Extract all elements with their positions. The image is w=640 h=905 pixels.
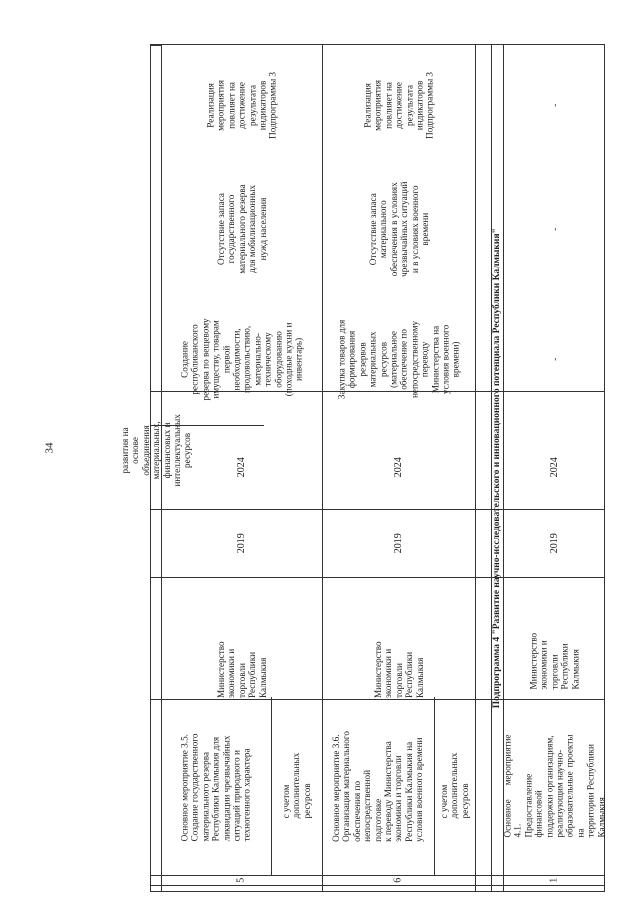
executor: Министерство экономики и торговли Республики Калмыкия [528, 632, 581, 690]
result: Создание республиканского резерва по вещевому имуществу, товарам первой необходимости, продовольствию, материально- техническому оборудованию (походные кухни и инвентарь) [179, 317, 304, 401]
row-6-num-cell [322, 875, 475, 885]
row-1-start-cell [503, 509, 606, 577]
row-6-executor-cell [322, 577, 475, 699]
top-fragment: развития на основе объединения материальных, финансовых и интеллектуальных ресурсов [119, 413, 193, 487]
link: - [549, 103, 560, 107]
row-5-executor-cell [161, 577, 322, 699]
event-text: Основное мероприятие 4.1. Предоставление финансовой поддержки организациям, реализующим научно- образовательные проекты на территории Республики Калмыкия [502, 734, 607, 838]
row-1-executor-cell [503, 577, 606, 699]
row-5-start-cell [161, 509, 322, 577]
row-6-start-cell [322, 509, 475, 577]
start-year: 2019 [548, 533, 560, 553]
link: Реализация мероприятия повлияет на достижение результата индикаторов Подпрограммы 3 [362, 71, 435, 139]
start-year: 2019 [392, 533, 404, 553]
row-5-note-cell [271, 697, 322, 875]
event-text: Основное мероприятие 3.6. Организация материального обеспечения по непосредственной подготовке к переводу Министерства экономики и торговли Республики Калмыкия на условия военного времени [331, 731, 425, 842]
end-year: 2024 [392, 457, 404, 477]
row-6-consequence-cell [322, 165, 475, 293]
row-5-link-cell [161, 45, 322, 165]
top-fragment-cell [119, 391, 193, 509]
row-1-end-cell [503, 425, 606, 509]
row-1-num-cell [503, 875, 606, 885]
consequence: - [549, 227, 560, 231]
subprogram-title: Подпрограмма 4 "Развитие научно-исследовательского и инновационного потенциала Республики Калмыкия" [491, 228, 502, 708]
row-6-event-cell [322, 697, 434, 875]
row-5-event-cell [161, 697, 271, 875]
row-6-end-cell [322, 425, 475, 509]
row-1-event-cell [503, 697, 606, 875]
row-num: 5 [235, 877, 247, 883]
consequence: Отсутствие запаса материального обеспечения в условиях чрезвычайных ситуаций и в условиях военного времени [367, 181, 430, 277]
row-6-note-cell [434, 697, 475, 875]
subprogram-title-cell [491, 45, 503, 891]
row-5-end-cell [161, 425, 322, 509]
row-num: 6 [392, 877, 404, 883]
end-year: 2024 [548, 457, 560, 477]
result: Закупка товаров для формирования резервов материальных ресурсов (материальное обеспечение по непосредственному переводу Министерства на условия военного времени) [336, 319, 461, 399]
link: Реализация мероприятия повлияет на достижение результата индикаторов Подпрограммы 3 [205, 71, 278, 139]
row-1-consequence-cell [503, 165, 606, 293]
row-5-num-cell [161, 875, 322, 885]
row-1-link-cell [503, 45, 606, 165]
row-6-result-cell [322, 293, 475, 425]
event-text: Основное мероприятие 3.5. Создание государственного материального резерва Республики Калмыкия для ликвидации чрезвычайных ситуаций природного и техногенного характера [179, 733, 253, 841]
row-5-consequence-cell [161, 165, 322, 293]
page-number: 34 [43, 442, 56, 454]
program-table [119, 44, 607, 892]
end-year: 2024 [235, 457, 247, 477]
row-6-link-cell [322, 45, 475, 165]
row-1-result-cell [503, 293, 606, 425]
start-year: 2019 [235, 533, 247, 553]
result: - [549, 357, 560, 361]
row-5-result-cell [161, 293, 322, 425]
event-note: с учетом дополнительных ресурсов [280, 753, 312, 819]
executor: Министерство экономики и торговли Республики Калмыкия [372, 641, 425, 698]
executor: Министерство экономики и торговли Республики Калмыкия [215, 641, 268, 698]
consequence: Отсутствие запаса государственного материального резерва для мобилизационных нужд населения [215, 184, 268, 274]
event-note: с учетом дополнительных ресурсов [438, 753, 470, 819]
row-num: 1 [548, 877, 560, 883]
